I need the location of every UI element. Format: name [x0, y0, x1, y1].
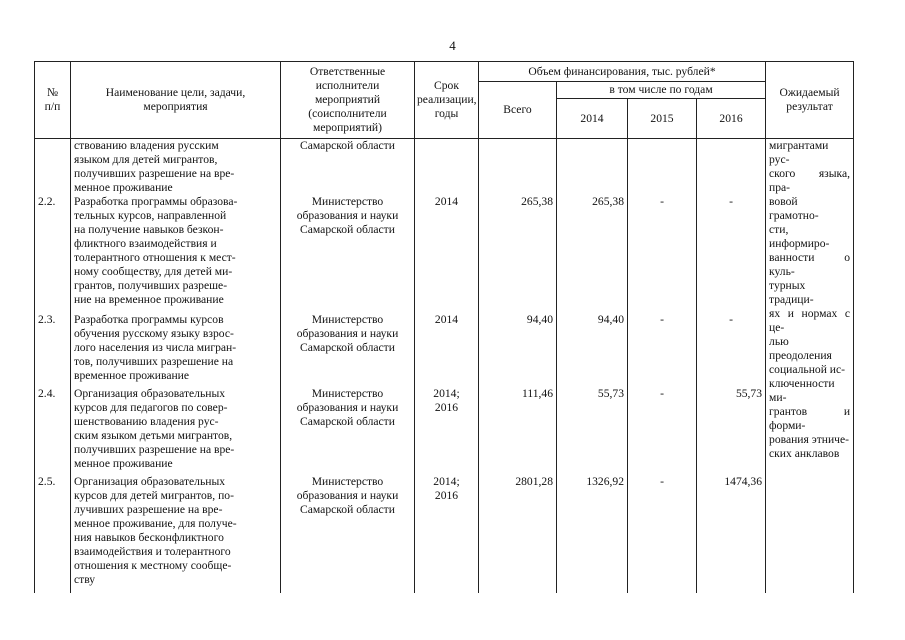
- header-year-2015: 2015: [628, 99, 697, 139]
- row-name: ствованию владения русским языком для детей мигрантов, получивших разрешение на вре- менное проживание: [71, 139, 281, 196]
- row-number: 2.3.: [35, 313, 71, 387]
- row-2015: -: [628, 387, 697, 475]
- table-body: [35, 139, 854, 594]
- header-name: Наименование цели, задачи, мероприятия: [71, 62, 281, 139]
- funding-table-sheet: [34, 61, 853, 593]
- header-total: Всего: [479, 82, 557, 139]
- header-executors: Ответственные исполнители мероприятий (соисполнители мероприятий): [281, 62, 415, 139]
- table-row: [35, 387, 854, 475]
- table-row: [35, 313, 854, 387]
- row-executors: Министерство образования и науки Самарской области: [281, 387, 415, 475]
- row-number: 2.5.: [35, 475, 71, 593]
- row-2014: 55,73: [557, 387, 628, 475]
- row-name: Разработка программы образова- тельных курсов, направленной на получение навыков безкон- фликтного взаимодействия и толерантного отношения к мест- ному сообществу, для детей ми- грантов, получивших разреше- ние на временное проживание: [71, 195, 281, 313]
- header-by-years: в том числе по годам: [557, 82, 766, 99]
- expected-result: мигрантами рус- ского языка, пра- вовой грамотно- сти, информиро- ванности о куль- турных традици- ях и нормах с це- лью преодоления социальной ис- ключенности ми- грантов и форми- рования этниче- ских анклавов: [766, 139, 854, 594]
- row-total: 2801,28: [479, 475, 557, 593]
- row-2015: -: [628, 313, 697, 387]
- row-name: Организация образовательных курсов для детей мигрантов, по- лучивших разрешение на вре- менное проживание, для получе- ния навыков бесконфликтного взаимодействия и толерантного отношения к местному сообще- ству: [71, 475, 281, 593]
- row-executors: Самарской области: [281, 139, 415, 196]
- row-term: 2014: [415, 195, 479, 313]
- row-2014: 94,40: [557, 313, 628, 387]
- row-term: 2014; 2016: [415, 387, 479, 475]
- row-term: [415, 139, 479, 196]
- row-2015: [628, 139, 697, 196]
- row-executors: Министерство образования и науки Самарской области: [281, 195, 415, 313]
- table-row: [35, 139, 854, 196]
- row-2015: -: [628, 475, 697, 593]
- row-total: 265,38: [479, 195, 557, 313]
- header-num: № п/п: [35, 62, 71, 139]
- row-2016: -: [697, 195, 766, 313]
- row-2014: 265,38: [557, 195, 628, 313]
- row-term: 2014: [415, 313, 479, 387]
- row-2016: [697, 139, 766, 196]
- table-row: [35, 195, 854, 313]
- row-number: [35, 139, 71, 196]
- page-number: 4: [449, 38, 456, 53]
- header-funding: Объем финансирования, тыс. рублей*: [479, 62, 766, 82]
- header-result: Ожидаемый результат: [766, 62, 854, 139]
- row-term: 2014; 2016: [415, 475, 479, 593]
- header-term: Срок реализации, годы: [415, 62, 479, 139]
- table-header: [35, 62, 854, 139]
- header-year-2016: 2016: [697, 99, 766, 139]
- row-total: 94,40: [479, 313, 557, 387]
- row-2015: -: [628, 195, 697, 313]
- header-year-2014: 2014: [557, 99, 628, 139]
- row-total: 111,46: [479, 387, 557, 475]
- row-name: Организация образовательных курсов для педагогов по совер- шенствованию владения рус- ским языком детьми мигрантов, получивших разрешение на вре- менное проживание: [71, 387, 281, 475]
- row-2016: -: [697, 313, 766, 387]
- row-2014: 1326,92: [557, 475, 628, 593]
- row-executors: Министерство образования и науки Самарской области: [281, 313, 415, 387]
- row-2014: [557, 139, 628, 196]
- funding-table: [34, 61, 854, 593]
- row-name: Разработка программы курсов обучения русскому языку взрос- лого населения из числа мигран- тов, получивших разрешение на временное проживание: [71, 313, 281, 387]
- table-row: [35, 475, 854, 593]
- row-total: [479, 139, 557, 196]
- row-2016: 1474,36: [697, 475, 766, 593]
- row-number: 2.2.: [35, 195, 71, 313]
- row-2016: 55,73: [697, 387, 766, 475]
- row-executors: Министерство образования и науки Самарской области: [281, 475, 415, 593]
- row-number: 2.4.: [35, 387, 71, 475]
